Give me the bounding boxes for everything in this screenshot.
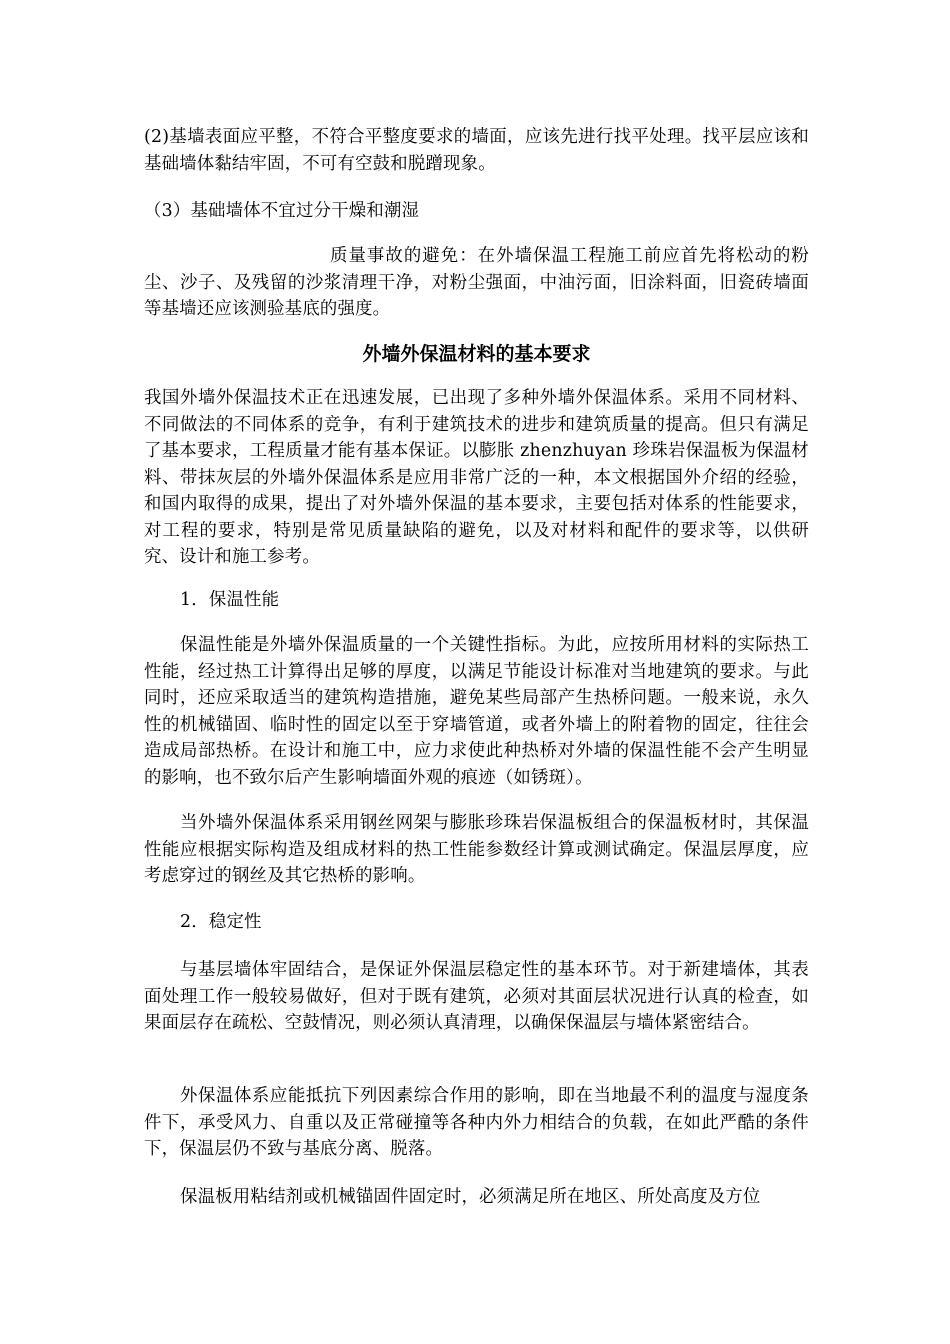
paragraph-stability-1: 与基层墙体牢固结合，是保证外保温层稳定性的基本环节。对于新建墙体，其表面处理工作一般较易做好，但对于既有建筑，必须对其面层状况进行认真的检查，如果面层存在疏松、空鼓情况，则必须认真清理，以确保保温层与墙体紧密结合。: [144, 960, 809, 1033]
paragraph-intro: 我国外墙外保温技术正在迅速发展，已出现了多种外墙外保温体系。采用不同材料、不同做法的不同体系的竞争，有利于建筑技术的进步和建筑质量的提高。但只有满足了基本要求，工程质量才能有基本保证。以膨胀 zhenzhuyan 珍珠岩保温板为保温材料、带抹灰层的外墙外保温体系是应用非常广泛的一种，本文根据国外介绍的经验，和国内取得的成果，提出了对外墙外保温的基本要求，主要包括对体系的性能要求，对工程的要求，特别是常见质量缺陷的避免，以及对材料和配件的要求等，以供研究、设计和施工参考。: [144, 388, 809, 567]
paragraph-base-wall-flatness: (2)基墙表面应平整，不符合平整度要求的墙面，应该先进行找平处理。找平层应该和基础墙体黏结牢固，不可有空鼓和脱蹭现象。: [144, 127, 809, 174]
paragraph-insulation-2: 当外墙外保温体系采用钢丝网架与膨胀珍珠岩保温板组合的保温板材时，其保温性能应根据实际构造及组成材料的热工性能参数经计算或测试确定。保温层厚度，应考虑穿过的钢丝及其它热桥的影响。: [144, 813, 809, 886]
paragraph-insulation-1: 保温性能是外墙外保温质量的一个关键性指标。为此，应按所用材料的实际热工性能，经过热工计算得出足够的厚度，以满足节能设计标准对当地建筑的要求。与此同时，还应采取适当的建筑构造措施，避免某些局部产生热桥问题。一般来说，永久性的机械锚固、临时性的固定以至于穿墙管道，或者外墙上的附着物的固定，往往会造成局部热桥。在设计和施工中，应力求使此种热桥对外墙的保温性能不会产生明显的影响，也不致尔后产生影响墙面外观的痕迹（如锈斑）。: [144, 635, 809, 788]
section-heading-stability: 2．稳定性: [180, 912, 262, 932]
paragraph-stability-2: 外保温体系应能抵抗下列因素综合作用的影响，即在当地最不利的温度与湿度条件下，承受风力、自重以及正常碰撞等各种内外力相结合的负载，在如此严酷的条件下，保温层仍不致与基底分离、脱落。: [144, 1086, 809, 1159]
paragraph-accident-avoidance: 质量事故的避免：在外墙保温工程施工前应首先将松动的粉尘、沙子、及残留的沙浆清理干净，对粉尘强面，中油污面，旧涂料面，旧瓷砖墙面等基墙还应该测验基底的强度。: [144, 246, 809, 319]
paragraph-stability-3: 保温板用粘结剂或机械锚固件固定时，必须满足所在地区、所处高度及方位: [180, 1187, 761, 1207]
document-title: 外墙外保温材料的基本要求: [362, 343, 591, 365]
paragraph-base-wall-moisture: （3）基础墙体不宜过分干燥和潮湿: [144, 201, 420, 221]
section-heading-insulation: 1．保温性能: [180, 590, 280, 610]
